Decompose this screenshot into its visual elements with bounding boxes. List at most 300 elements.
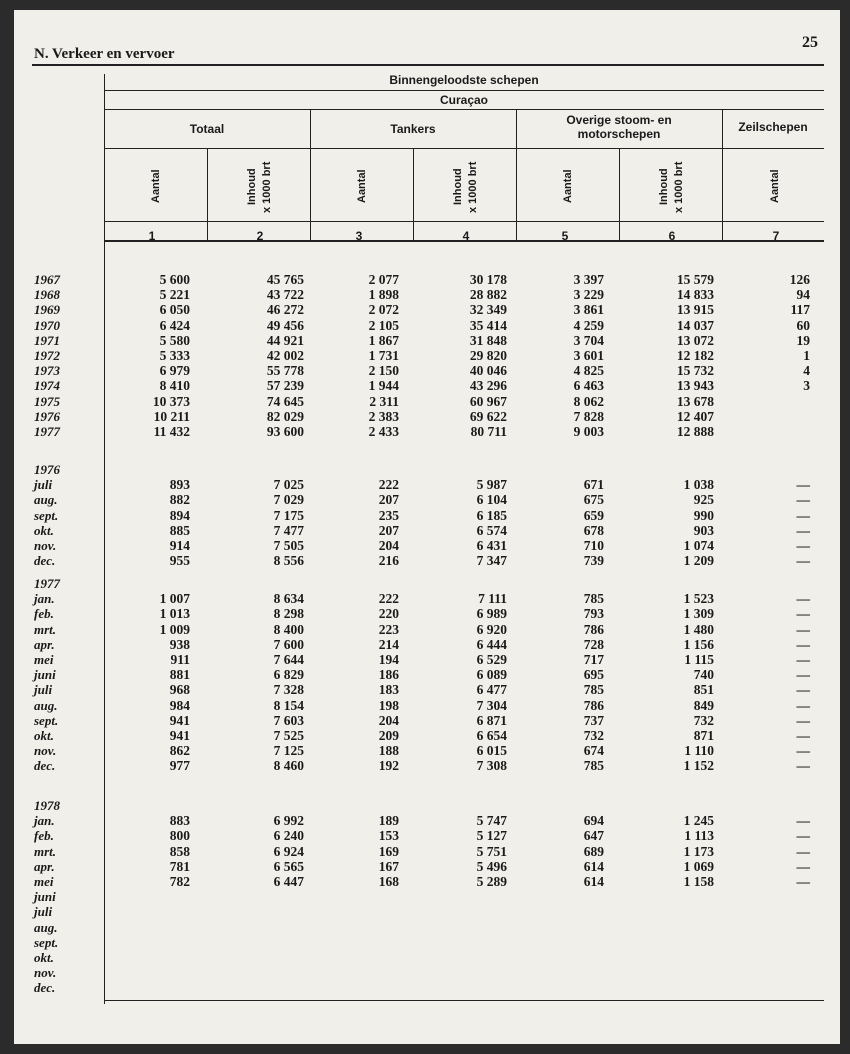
cell-c1: 977 <box>169 758 190 774</box>
row-label: 1967 <box>34 272 60 287</box>
cell-c6: 990 <box>693 507 714 523</box>
cell-c6: 13 072 <box>676 332 714 348</box>
vhead-aantal-1: Aantal <box>150 169 162 203</box>
cell-c1: 984 <box>169 697 190 713</box>
cell-c7: — <box>796 522 810 538</box>
cell-c4: 6 015 <box>476 743 507 759</box>
cell-c7: — <box>796 743 810 759</box>
cell-c3: 183 <box>378 682 399 698</box>
cell-c2: 8 298 <box>273 606 304 622</box>
cell-c4: 7 111 <box>478 591 507 607</box>
cell-c1: 800 <box>169 828 190 844</box>
row-label: mei <box>34 652 54 667</box>
cell-c2: 45 765 <box>266 272 304 287</box>
cell-c3: 223 <box>378 621 399 637</box>
cell-c1: 781 <box>169 858 190 874</box>
cell-c4: 32 349 <box>469 302 507 318</box>
cell-c5: 3 861 <box>573 302 604 318</box>
vhead-inhoud-6: Inhoud <box>658 168 670 206</box>
row-label: 1974 <box>34 378 60 394</box>
cell-c7: — <box>796 858 810 874</box>
cell-c5: 793 <box>583 606 604 622</box>
cell-c3: 1 731 <box>368 348 399 363</box>
rule-subgroup <box>104 109 824 110</box>
cell-c3: 222 <box>378 591 399 607</box>
cell-c7: — <box>796 636 810 652</box>
cell-c6: 1 115 <box>684 652 714 667</box>
sep-c5 <box>619 149 620 242</box>
cell-c6: 925 <box>693 492 714 508</box>
cell-c5: 659 <box>583 507 604 523</box>
cell-c3: 2 311 <box>369 393 399 409</box>
row-label: feb. <box>34 828 54 844</box>
cell-c7: 117 <box>790 302 810 318</box>
cell-c2: 7 029 <box>273 492 304 508</box>
page <box>14 10 840 1044</box>
cell-c3: 204 <box>378 712 399 728</box>
cell-c7: 94 <box>796 287 810 303</box>
group-title: Binnengeloodste schepen <box>389 73 539 87</box>
cell-c3: 186 <box>378 667 399 683</box>
cell-c5: 695 <box>583 667 604 683</box>
row-label: juni <box>34 667 56 683</box>
cell-c5: 786 <box>583 621 604 637</box>
cell-c3: 2 077 <box>368 272 399 287</box>
row-label: juni <box>34 889 56 905</box>
cell-c7: — <box>796 606 810 622</box>
cell-c2: 6 447 <box>273 874 304 889</box>
cell-c2: 55 778 <box>266 363 304 379</box>
cell-c3: 153 <box>378 828 399 844</box>
vhead-inhoud-unit-4: x 1000 brt <box>467 161 479 213</box>
row-label: mrt. <box>34 843 57 859</box>
cell-c1: 782 <box>169 874 190 889</box>
cell-c2: 8 634 <box>273 591 304 607</box>
cell-c5: 614 <box>583 858 604 874</box>
cell-c4: 6 477 <box>476 682 507 698</box>
cell-c6: 13 943 <box>676 378 714 394</box>
row-label: 1972 <box>34 348 60 363</box>
row-label: nov. <box>34 965 57 981</box>
vhead-aantal-5: Aantal <box>562 169 574 203</box>
cell-c7: — <box>796 652 810 667</box>
row-label: dec. <box>34 980 56 996</box>
cell-c2: 49 456 <box>266 317 304 333</box>
cell-c7: — <box>796 682 810 698</box>
cell-c1: 6 050 <box>159 302 190 318</box>
cell-c5: 3 397 <box>573 272 604 287</box>
colnum-5: 5 <box>561 229 569 243</box>
cell-c3: 214 <box>378 636 399 652</box>
cell-c3: 189 <box>378 813 399 829</box>
cell-c6: 1 110 <box>684 743 714 759</box>
row-label: 1970 <box>34 317 60 333</box>
cell-c3: 194 <box>378 652 399 667</box>
cell-c1: 885 <box>169 522 190 538</box>
cell-c4: 5 751 <box>476 843 507 859</box>
cell-c4: 31 848 <box>469 332 507 348</box>
cell-c1: 1 013 <box>159 606 190 622</box>
top-rule <box>32 64 824 66</box>
row-label: aug. <box>34 697 58 713</box>
cell-c3: 207 <box>378 522 399 538</box>
cell-c7: 1 <box>803 348 810 363</box>
cell-c7: — <box>796 591 810 607</box>
cell-c6: 13 915 <box>676 302 714 318</box>
year-label-1976: 1976 <box>34 462 60 477</box>
cell-c7: — <box>796 667 810 683</box>
row-label: 1975 <box>34 393 60 409</box>
cell-c1: 6 979 <box>159 363 190 379</box>
cell-c7: — <box>796 843 810 859</box>
sep-c3 <box>413 149 414 242</box>
cell-c6: 1 113 <box>684 828 714 844</box>
cell-c5: 3 704 <box>573 332 604 348</box>
row-label: nov. <box>34 538 57 553</box>
cell-c1: 5 600 <box>159 272 190 287</box>
cell-c4: 28 882 <box>469 287 507 303</box>
cell-c6: 849 <box>693 697 714 713</box>
cell-c2: 7 477 <box>273 522 304 538</box>
cell-c5: 785 <box>583 758 604 774</box>
cell-c4: 6 529 <box>476 652 507 667</box>
cell-c3: 168 <box>378 874 399 889</box>
cell-c4: 6 574 <box>476 522 507 538</box>
cell-c4: 5 496 <box>476 858 507 874</box>
cell-c2: 6 565 <box>273 858 304 874</box>
cell-c7: — <box>796 874 810 889</box>
cell-c1: 882 <box>169 492 190 508</box>
cell-c5: 9 003 <box>573 424 604 439</box>
cell-c7: — <box>796 813 810 829</box>
cell-c4: 35 414 <box>469 317 507 333</box>
cell-c4: 6 431 <box>476 538 507 553</box>
cell-c4: 40 046 <box>469 363 507 379</box>
cell-c3: 222 <box>378 477 399 493</box>
row-label: sept. <box>34 712 59 728</box>
row-label: dec. <box>34 553 56 569</box>
colnum-3: 3 <box>355 229 363 243</box>
cell-c5: 678 <box>583 522 604 538</box>
vhead-inhoud-4: Inhoud <box>452 168 464 206</box>
vhead-aantal-7: Aantal <box>769 169 781 203</box>
cell-c6: 13 678 <box>676 393 714 409</box>
heading-totaal: Totaal <box>189 122 225 136</box>
cell-c2: 6 240 <box>273 828 304 844</box>
cell-c6: 14 037 <box>676 317 714 333</box>
cell-c6: 871 <box>693 728 714 743</box>
cell-c5: 732 <box>583 728 604 743</box>
row-label: 1973 <box>34 363 60 379</box>
cell-c1: 914 <box>169 538 190 553</box>
row-label: 1969 <box>34 302 60 318</box>
cell-c4: 6 654 <box>476 728 507 743</box>
cell-c6: 1 309 <box>683 606 714 622</box>
cell-c3: 2 383 <box>368 408 399 424</box>
cell-c3: 209 <box>378 728 399 743</box>
row-label: okt. <box>34 950 54 965</box>
cell-c4: 30 178 <box>469 272 507 287</box>
vhead-inhoud-unit-6: x 1000 brt <box>673 161 685 213</box>
cell-c7: — <box>796 538 810 553</box>
cell-c1: 1 007 <box>159 591 190 607</box>
heading-zeilschepen: Zeilschepen <box>738 120 808 134</box>
year-label-1978: 1978 <box>34 798 60 813</box>
cell-c6: 1 245 <box>683 813 714 829</box>
cell-c1: 6 424 <box>159 317 190 333</box>
cell-c2: 7 505 <box>273 538 304 553</box>
cell-c7: — <box>796 712 810 728</box>
vhead-inhoud-unit-2: x 1000 brt <box>261 161 273 213</box>
vhead-aantal-3: Aantal <box>356 169 368 203</box>
cell-c5: 737 <box>583 712 604 728</box>
cell-c6: 1 152 <box>683 758 714 774</box>
cell-c6: 740 <box>693 667 714 683</box>
heading-tankers: Tankers <box>390 122 436 136</box>
cell-c4: 80 711 <box>470 424 507 439</box>
cell-c5: 647 <box>583 828 604 844</box>
heading-overige-line2: motorschepen <box>577 127 661 141</box>
cell-c5: 614 <box>583 874 604 889</box>
row-label: okt. <box>34 522 54 538</box>
cell-c6: 1 069 <box>683 858 714 874</box>
cell-c6: 12 182 <box>676 348 714 363</box>
cell-c5: 710 <box>583 538 604 553</box>
cell-c1: 10 211 <box>153 408 190 424</box>
cell-c2: 7 603 <box>273 712 304 728</box>
row-label: juli <box>34 904 53 920</box>
cell-c3: 2 072 <box>368 302 399 318</box>
cell-c5: 739 <box>583 553 604 569</box>
row-label: juli <box>34 682 53 698</box>
cell-c6: 903 <box>693 522 714 538</box>
rule-numbers-top <box>104 221 824 222</box>
row-label: apr. <box>34 858 55 874</box>
cell-c2: 7 125 <box>273 743 304 759</box>
cell-c4: 5 747 <box>476 813 507 829</box>
cell-c7: — <box>796 492 810 508</box>
cell-c2: 44 921 <box>266 332 304 348</box>
row-label: sept. <box>34 934 59 950</box>
cell-c2: 7 328 <box>273 682 304 698</box>
cell-c4: 60 967 <box>469 393 507 409</box>
cell-c5: 785 <box>583 591 604 607</box>
cell-c2: 7 025 <box>273 477 304 493</box>
cell-c5: 694 <box>583 813 604 829</box>
cell-c2: 6 829 <box>273 667 304 683</box>
colnum-2: 2 <box>256 229 264 243</box>
cell-c1: 881 <box>169 667 190 683</box>
cell-c6: 12 888 <box>676 424 714 439</box>
row-label: aug. <box>34 492 58 508</box>
cell-c3: 2 150 <box>368 363 399 379</box>
cell-c5: 717 <box>583 652 604 667</box>
year-label-1977: 1977 <box>34 576 60 591</box>
cell-c1: 11 432 <box>153 424 190 439</box>
cell-c1: 1 009 <box>159 621 190 637</box>
cell-c2: 7 644 <box>273 652 304 667</box>
cell-c1: 862 <box>169 743 190 759</box>
cell-c4: 7 304 <box>476 697 507 713</box>
cell-c4: 7 308 <box>476 758 507 774</box>
row-label: feb. <box>34 606 54 622</box>
cell-c6: 1 038 <box>683 477 714 493</box>
cell-c1: 938 <box>169 636 190 652</box>
row-label: jan. <box>34 813 55 829</box>
cell-c7: 4 <box>803 363 810 379</box>
cell-c1: 5 580 <box>159 332 190 348</box>
row-label: mrt. <box>34 621 57 637</box>
cell-c7: — <box>796 828 810 844</box>
cell-c2: 43 722 <box>266 287 304 303</box>
cell-c1: 5 333 <box>159 348 190 363</box>
cell-c7: — <box>796 553 810 569</box>
cell-c2: 8 154 <box>273 697 304 713</box>
row-label: juli <box>34 477 53 493</box>
cell-c3: 1 898 <box>368 287 399 303</box>
cell-c1: 941 <box>169 728 190 743</box>
cell-c6: 1 173 <box>683 843 714 859</box>
subgroup-title: Curaçao <box>439 93 489 107</box>
sep-c1 <box>207 149 208 242</box>
cell-c4: 6 089 <box>476 667 507 683</box>
cell-c3: 169 <box>378 843 399 859</box>
cell-c2: 8 556 <box>273 553 304 569</box>
cell-c2: 6 924 <box>273 843 304 859</box>
cell-c6: 851 <box>693 682 714 698</box>
cell-c5: 4 825 <box>573 363 604 379</box>
cell-c2: 82 029 <box>266 408 304 424</box>
cell-c6: 1 523 <box>683 591 714 607</box>
row-label: 1971 <box>34 332 60 348</box>
cell-c5: 728 <box>583 636 604 652</box>
cell-c6: 1 074 <box>683 538 714 553</box>
cell-c3: 220 <box>378 606 399 622</box>
cell-c1: 911 <box>170 652 190 667</box>
cell-c1: 883 <box>169 813 190 829</box>
cell-c6: 15 579 <box>676 272 714 287</box>
row-label: apr. <box>34 636 55 652</box>
bottom-rule <box>104 1000 824 1001</box>
cell-c3: 207 <box>378 492 399 508</box>
cell-c1: 893 <box>169 477 190 493</box>
colnum-1: 1 <box>148 229 156 243</box>
cell-c5: 671 <box>583 477 604 493</box>
cell-c3: 204 <box>378 538 399 553</box>
cell-c7: — <box>796 621 810 637</box>
cell-c4: 6 871 <box>476 712 507 728</box>
cell-c7: — <box>796 758 810 774</box>
cell-c2: 74 645 <box>266 393 304 409</box>
row-label: 1976 <box>34 408 60 424</box>
cell-c6: 1 480 <box>683 621 714 637</box>
cell-c3: 2 105 <box>368 317 399 333</box>
cell-c3: 1 944 <box>368 378 399 394</box>
vhead-inhoud-2: Inhoud <box>246 168 258 206</box>
cell-c3: 2 433 <box>368 424 399 439</box>
cell-c4: 6 444 <box>476 636 507 652</box>
cell-c1: 941 <box>169 712 190 728</box>
cell-c3: 1 867 <box>368 332 399 348</box>
cell-c5: 689 <box>583 843 604 859</box>
cell-c6: 15 732 <box>676 363 714 379</box>
cell-c6: 732 <box>693 712 714 728</box>
row-label: mei <box>34 874 54 889</box>
cell-c7: — <box>796 728 810 743</box>
cell-c7: 126 <box>789 272 810 287</box>
row-label: 1968 <box>34 287 60 303</box>
cell-c3: 216 <box>378 553 399 569</box>
cell-c6: 1 156 <box>683 636 714 652</box>
cell-c1: 858 <box>169 843 190 859</box>
colnum-6: 6 <box>668 229 676 243</box>
cell-c2: 93 600 <box>266 424 304 439</box>
page-number: 25 <box>802 34 818 51</box>
cell-c5: 8 062 <box>573 393 604 409</box>
row-label: aug. <box>34 919 58 935</box>
section-title: N. Verkeer en vervoer <box>34 46 175 62</box>
cell-c1: 5 221 <box>159 287 190 303</box>
row-label: jan. <box>34 591 55 607</box>
cell-c2: 8 400 <box>273 621 304 637</box>
heading-overige-line1: Overige stoom- en <box>566 113 672 127</box>
cell-c5: 674 <box>583 743 604 759</box>
cell-c6: 12 407 <box>676 408 714 424</box>
colnum-4: 4 <box>462 229 470 243</box>
cell-c2: 46 272 <box>266 302 304 318</box>
cell-c3: 235 <box>378 507 399 523</box>
cell-c1: 955 <box>169 553 190 569</box>
cell-c2: 7 525 <box>273 728 304 743</box>
cell-c2: 7 600 <box>273 636 304 652</box>
cell-c4: 6 920 <box>476 621 507 637</box>
cell-c3: 188 <box>378 743 399 759</box>
cell-c5: 7 828 <box>573 408 604 424</box>
row-label: okt. <box>34 728 54 743</box>
cell-c5: 6 463 <box>573 378 604 394</box>
rule-group <box>104 90 824 91</box>
cell-c2: 42 002 <box>266 348 304 363</box>
cell-c4: 69 622 <box>469 408 507 424</box>
row-label: sept. <box>34 507 59 523</box>
cell-c1: 8 410 <box>159 378 190 394</box>
cell-c5: 4 259 <box>573 317 604 333</box>
cell-c4: 5 127 <box>476 828 507 844</box>
heading-overige <box>516 113 722 141</box>
cell-c4: 43 296 <box>469 378 507 394</box>
cell-c4: 7 347 <box>476 553 507 569</box>
cell-c5: 3 229 <box>573 287 604 303</box>
cell-c3: 192 <box>378 758 399 774</box>
cell-c2: 57 239 <box>266 378 304 394</box>
cell-c5: 3 601 <box>573 348 604 363</box>
row-label: nov. <box>34 743 57 759</box>
cell-c4: 6 989 <box>476 606 507 622</box>
cell-c1: 894 <box>169 507 190 523</box>
cell-c1: 968 <box>169 682 190 698</box>
cell-c6: 1 209 <box>683 553 714 569</box>
cell-c7: — <box>796 697 810 713</box>
cell-c4: 6 185 <box>476 507 507 523</box>
cell-c2: 8 460 <box>273 758 304 774</box>
row-label: 1977 <box>34 424 60 439</box>
colnum-7: 7 <box>772 229 780 243</box>
cell-c7: 19 <box>796 332 810 348</box>
cell-c3: 198 <box>378 697 399 713</box>
row-label: dec. <box>34 758 56 774</box>
cell-c4: 5 289 <box>476 874 507 889</box>
cell-c1: 10 373 <box>152 393 190 409</box>
